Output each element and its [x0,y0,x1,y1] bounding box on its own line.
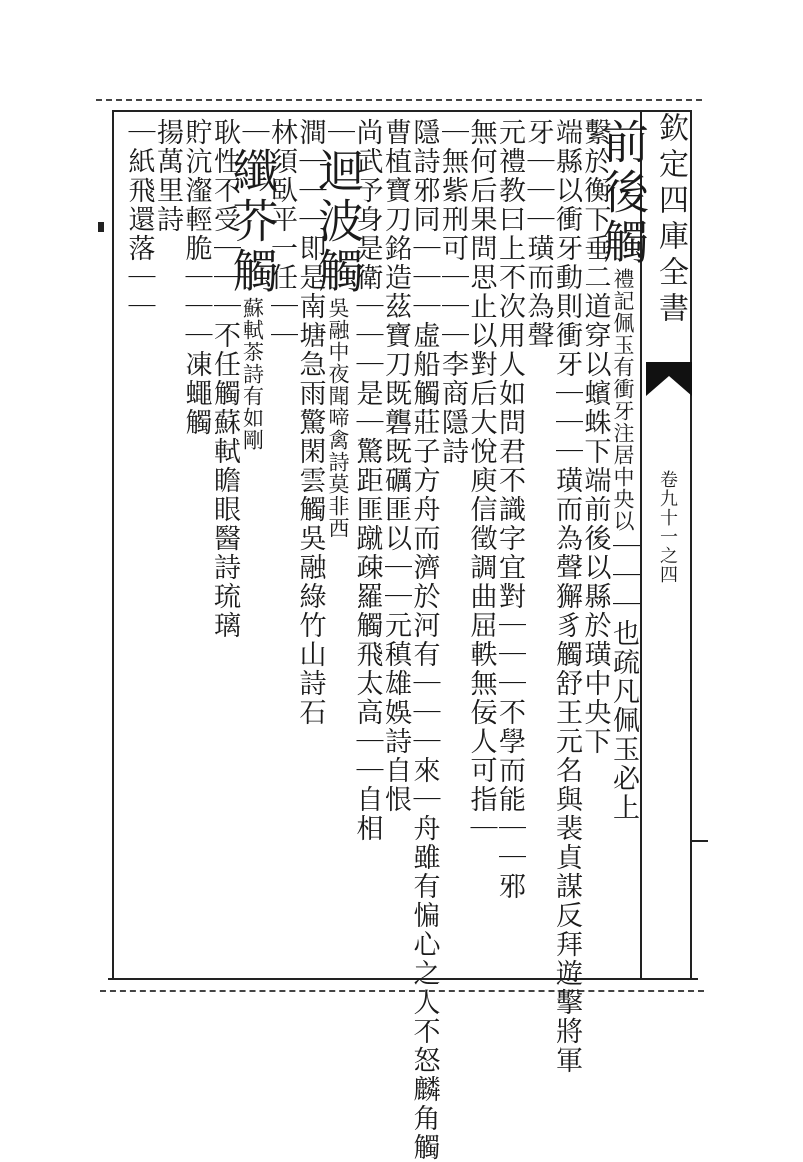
column-big-text: 纖芥觸 [225,147,280,297]
left-border [112,110,114,978]
column-text-text: 元禮教曰上不次用人如問君不識字宜對｜｜｜不學而能｜｜邪 [494,118,525,901]
column-text-text: 澗｜｜｜即是南塘急雨驚閑雲觸吳融綠竹山詩石 [294,118,326,727]
column-text-text: 端縣以衝牙動則衝牙｜｜｜璜而為聲獬豸觸舒王元名與裴貞謀反拜遊擊將軍 [551,118,582,1075]
column-pre-text: ｜ [323,118,354,147]
column-text-text: 無何后果問思止以對后大悅庾信徵調曲屈軼無佞人可指｜ [465,118,497,843]
column-text-text: ｜｜｜也疏凡佩玉必上 [608,532,639,822]
column-pre-text: ｜ [237,118,269,147]
column-pre-text: ｜無 [437,118,468,176]
column-text-text: 貯沆瀣輕脆｜｜｜凍蠅觸 [180,118,212,437]
column-big-text: 前後觸 [596,118,650,268]
column-text-text: 隱詩邪同｜｜｜虛船觸莊子方舟而濟於河有｜｜｜來｜舟雖有惼心之人不怒麟角觸 [408,118,440,1162]
margin-book-title: 欽定四庫全書 [653,112,688,328]
column-small-text: 蘇軾茶詩有如剛 [240,297,265,451]
column-text-text: 揚萬里詩 [152,118,183,234]
top-dashed-border [96,99,702,101]
column-text-text: 牙｜｜｜璜而為聲 [522,118,554,350]
column-text-text: 林須臥平一任｜｜ [266,118,297,350]
text-column [120,118,158,968]
column-text-text: 耿性不受｜｜｜不任觸蘇軾瞻眼醫詩琉璃 [209,118,240,640]
column-text-text: 尚武予身是衛｜｜｜是｜驚距匪蹴疎羅觸飛太高｜｜自相 [351,118,383,843]
column-text-text: ｜紙飛還落｜｜ [123,118,155,321]
column-text-text: 曹植寶刀銘造茲寶刀既礱既礪匪以｜｜元稹雄娛詩自恨 [380,118,411,814]
margin-tick [690,840,708,842]
column-small-text: 禮記佩玉有衝牙注居中央以 [611,268,635,532]
column-text-text: 繫於衡下垂二道穿以蠙蛛下端前後以縣於璜中央下 [579,118,611,756]
column-text-text: 紫刑可｜｜｜李商隱詩 [437,176,468,466]
fishtail-mark [646,362,692,396]
margin-volume-label: 卷九十一之四 [657,470,678,584]
page-edge-mark [98,222,104,232]
bottom-dashed-border [100,990,704,992]
column-small-text: 吳融中夜聞啼禽詩莫非西 [326,297,350,539]
top-border [112,110,692,112]
bottom-border [108,978,698,980]
column-big-text: 迴波觸 [311,147,365,297]
